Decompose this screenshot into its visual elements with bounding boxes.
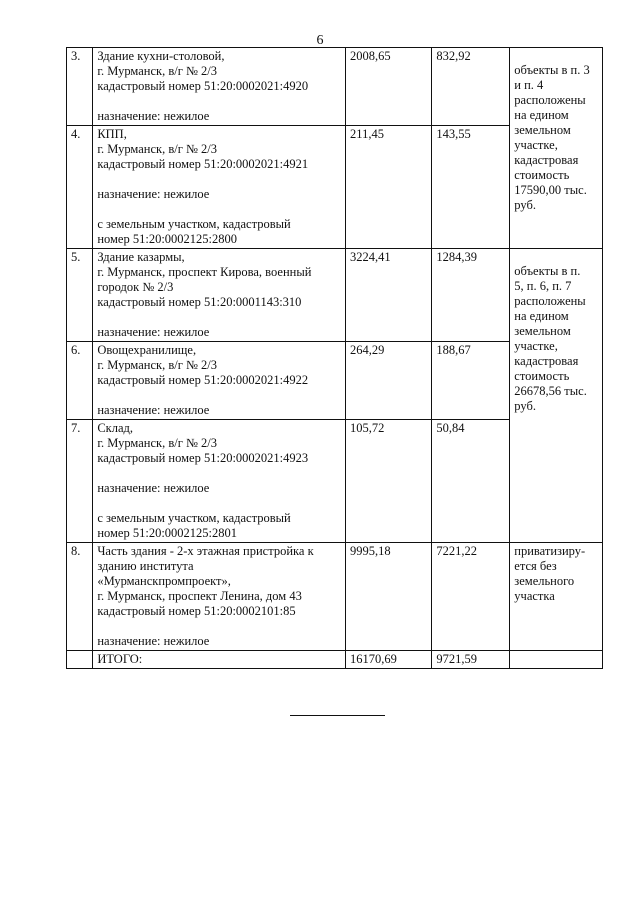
note-line: руб.: [514, 198, 536, 212]
note-line: кадастровая: [514, 153, 579, 167]
total-area: 16170,69: [346, 651, 432, 669]
object-name: Овощехранилище,: [97, 343, 197, 357]
area-value: 2008,65: [346, 48, 432, 126]
object-address-cont: городок № 2/3: [97, 280, 174, 294]
object-address: г. Мурманск, в/г № 2/3: [97, 436, 217, 450]
object-purpose: назначение: нежилое: [97, 187, 210, 201]
group-note-b: [510, 249, 603, 543]
note-line: земельном: [514, 324, 571, 338]
area-value: 264,29: [346, 342, 432, 420]
note-line: участка: [514, 589, 555, 603]
object-address: г. Мурманск, проспект Ленина, дом 43: [97, 589, 302, 603]
area-value: 105,72: [346, 420, 432, 543]
total-row: [67, 651, 603, 669]
cost-value: 188,67: [432, 342, 510, 420]
row8-note: [510, 543, 603, 651]
note-line: стоимость: [514, 168, 570, 182]
object-name: Склад,: [97, 421, 133, 435]
cadastral-number: кадастровый номер 51:20:0002021:4923: [97, 451, 309, 465]
area-value: 3224,41: [346, 249, 432, 342]
note-line: расположены: [514, 294, 586, 308]
cost-value: 7221,22: [432, 543, 510, 651]
note-line: стоимость: [514, 369, 570, 383]
land-plot-info: с земельным участком, кадастровый: [97, 217, 291, 231]
signature-line: [290, 715, 385, 716]
land-plot-number: номер 51:20:0002125:2801: [97, 526, 238, 540]
table-row: [67, 48, 603, 126]
total-number-cell: [67, 651, 93, 669]
row-number: 8.: [67, 543, 93, 651]
area-value: 9995,18: [346, 543, 432, 651]
cost-value: 50,84: [432, 420, 510, 543]
note-line: на едином: [514, 309, 569, 323]
cadastral-number: кадастровый номер 51:20:0001143:310: [97, 295, 302, 309]
row-number: 3.: [67, 48, 93, 126]
cadastral-number: кадастровый номер 51:20:0002021:4921: [97, 157, 309, 171]
object-purpose: назначение: нежилое: [97, 634, 210, 648]
note-line: руб.: [514, 399, 536, 413]
page-number: 6: [316, 33, 324, 48]
area-value: 211,45: [346, 126, 432, 249]
object-name-cont: «Мурманскпромпроект»,: [97, 574, 231, 588]
note-line: объекты в п.: [514, 264, 581, 278]
note-line: земельного: [514, 574, 575, 588]
object-address: г. Мурманск, проспект Кирова, военный: [97, 265, 312, 279]
object-name: Часть здания - 2-х этажная пристройка к: [97, 544, 314, 558]
cadastral-number: кадастровый номер 51:20:0002101:85: [97, 604, 296, 618]
property-table: [66, 47, 603, 669]
total-label: ИТОГО:: [93, 651, 346, 669]
object-purpose: назначение: нежилое: [97, 109, 210, 123]
note-line: приватизиру-: [514, 544, 586, 558]
note-line: 26678,56 тыс.: [514, 384, 587, 398]
object-name: КПП,: [97, 127, 127, 141]
note-line: ется без: [514, 559, 557, 573]
note-line: и п. 4: [514, 78, 544, 92]
land-plot-number: номер 51:20:0002125:2800: [97, 232, 238, 246]
object-purpose: назначение: нежилое: [97, 403, 210, 417]
note-line: на едином: [514, 108, 569, 122]
table-row: [67, 543, 603, 651]
cadastral-number: кадастровый номер 51:20:0002021:4922: [97, 373, 309, 387]
object-description: [93, 48, 346, 126]
note-line: расположены: [514, 93, 586, 107]
object-description: [93, 420, 346, 543]
object-name-cont: зданию института: [97, 559, 194, 573]
row-number: 5.: [67, 249, 93, 342]
note-line: участке,: [514, 339, 558, 353]
total-note-cell: [510, 651, 603, 669]
object-description: [93, 126, 346, 249]
object-name: Здание казармы,: [97, 250, 185, 264]
total-cost: 9721,59: [432, 651, 510, 669]
cost-value: 1284,39: [432, 249, 510, 342]
row-number: 4.: [67, 126, 93, 249]
cost-value: 832,92: [432, 48, 510, 126]
object-name: Здание кухни-столовой,: [97, 49, 225, 63]
object-address: г. Мурманск, в/г № 2/3: [97, 64, 217, 78]
row-number: 7.: [67, 420, 93, 543]
object-purpose: назначение: нежилое: [97, 325, 210, 339]
object-description: [93, 249, 346, 342]
object-purpose: назначение: нежилое: [97, 481, 210, 495]
cadastral-number: кадастровый номер 51:20:0002021:4920: [97, 79, 309, 93]
object-description: [93, 543, 346, 651]
cost-value: 143,55: [432, 126, 510, 249]
object-address: г. Мурманск, в/г № 2/3: [97, 358, 217, 372]
note-line: кадастровая: [514, 354, 579, 368]
note-line: земельном: [514, 123, 571, 137]
object-description: [93, 342, 346, 420]
object-address: г. Мурманск, в/г № 2/3: [97, 142, 217, 156]
table-row: [67, 249, 603, 342]
note-line: участке,: [514, 138, 558, 152]
note-line: 5, п. 6, п. 7: [514, 279, 572, 293]
note-line: объекты в п. 3: [514, 63, 590, 77]
note-line: 17590,00 тыс.: [514, 183, 587, 197]
group-note-a: [510, 48, 603, 249]
row-number: 6.: [67, 342, 93, 420]
land-plot-info: с земельным участком, кадастровый: [97, 511, 291, 525]
